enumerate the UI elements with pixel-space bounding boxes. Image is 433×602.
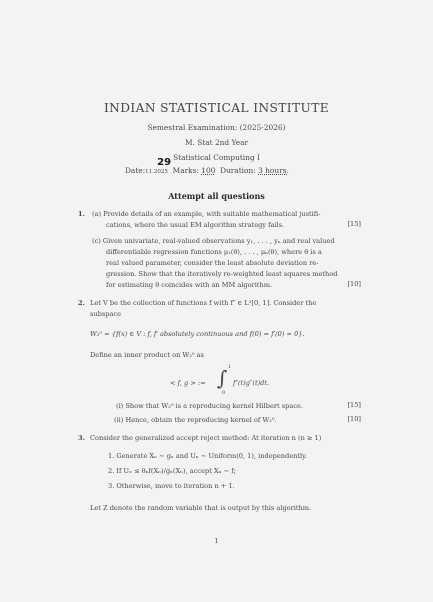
q3-intro: Consider the generalized accept reject method: At iteration n (n ≥ 1)	[90, 434, 322, 442]
q1a-line1: (a) Provide details of an example, with suitable mathematical justifi-	[92, 210, 321, 218]
marks-label: Marks:	[172, 166, 199, 175]
q1c-line4: gression. Show that the iteratively re-weighted least squares method	[106, 270, 338, 278]
q3-closing: Let Z denote the random variable that is output by this algorithm.	[90, 504, 312, 512]
q2ii-text: (ii) Hence, obtain the reproducing kernel of W₂⁰.	[114, 416, 277, 424]
duration-value: 3 hours.	[258, 166, 289, 175]
q3-step3: 3. Otherwise, move to iteration n + 1.	[108, 482, 235, 490]
integral-upper-limit: 1	[228, 364, 232, 370]
q3-step1: 1. Generate Xₙ ∼ gₙ and Uₙ ∼ Uniform(0, 1), independently.	[108, 452, 308, 460]
q1c-line3: real valued parameter, consider the least absolute deviation re-	[106, 259, 319, 267]
q2-inner-product-intro: Define an inner product on W₂⁰ as	[90, 351, 204, 359]
q2-line1: Let V be the collection of functions f with f″ ∈ L²[0, 1]. Consider the	[90, 299, 317, 307]
q2i-marks: [15]	[347, 401, 361, 409]
q3-number: 3.	[78, 434, 85, 442]
q1-number: 1.	[78, 210, 85, 218]
page-number: 1	[214, 537, 219, 545]
integral-lower-limit: 0	[222, 390, 226, 396]
q2i-text: (i) Show that W₂⁰ is a reproducing kernel Hilbert space.	[116, 402, 304, 410]
q3-step2: 2. If Uₙ ≤ θₙf(Xₙ)/gₙ(Xₙ), accept Xₙ ∼ f;	[108, 467, 236, 475]
subject-line: Statistical Computing I	[173, 153, 260, 162]
marks-value: 100	[201, 166, 216, 175]
q1c-line2: differentiable regression functions μ₁(θ), . . . , μₙ(θ), where θ is a	[106, 248, 322, 256]
instruction-heading: Attempt all questions	[168, 191, 265, 201]
q1c-marks: [10]	[347, 280, 361, 288]
q1a-marks: [15]	[347, 220, 361, 228]
q2-subspace-definition: W₂⁰ = {f(x) ∈ V : f, f′ absolutely continuous and f(0) = f′(0) = 0}.	[90, 330, 305, 338]
integral-sign: ∫	[217, 366, 228, 390]
q2-line2: subspace	[90, 310, 121, 318]
q1c-line1: (c) Given univariate, real-valued observations y₁, . . . , yₙ and real valued	[92, 237, 335, 245]
q2-inner-product-rhs: f″(t)g″(t)dt.	[233, 379, 270, 387]
q2ii-marks: [10]	[347, 415, 361, 423]
date-value: 11.2025	[145, 169, 168, 175]
q1a-line2: cations, where the usual EM algorithm strategy fails.	[106, 221, 285, 229]
course-line: M. Stat 2nd Year	[184, 138, 249, 147]
handwritten-date: 29	[157, 157, 172, 168]
institute-title: INDIAN STATISTICAL INSTITUTE	[103, 101, 330, 115]
q2-inner-product-lhs: < f, g > :=	[170, 379, 206, 387]
duration-label: Duration:	[220, 166, 256, 175]
date-label: Date:	[125, 166, 146, 175]
q1c-line5: for estimating θ coincides with an MM algorithm.	[106, 281, 273, 289]
semester-line: Semestral Examination: (2025-2026)	[147, 123, 286, 132]
q2-number: 2.	[78, 299, 85, 307]
